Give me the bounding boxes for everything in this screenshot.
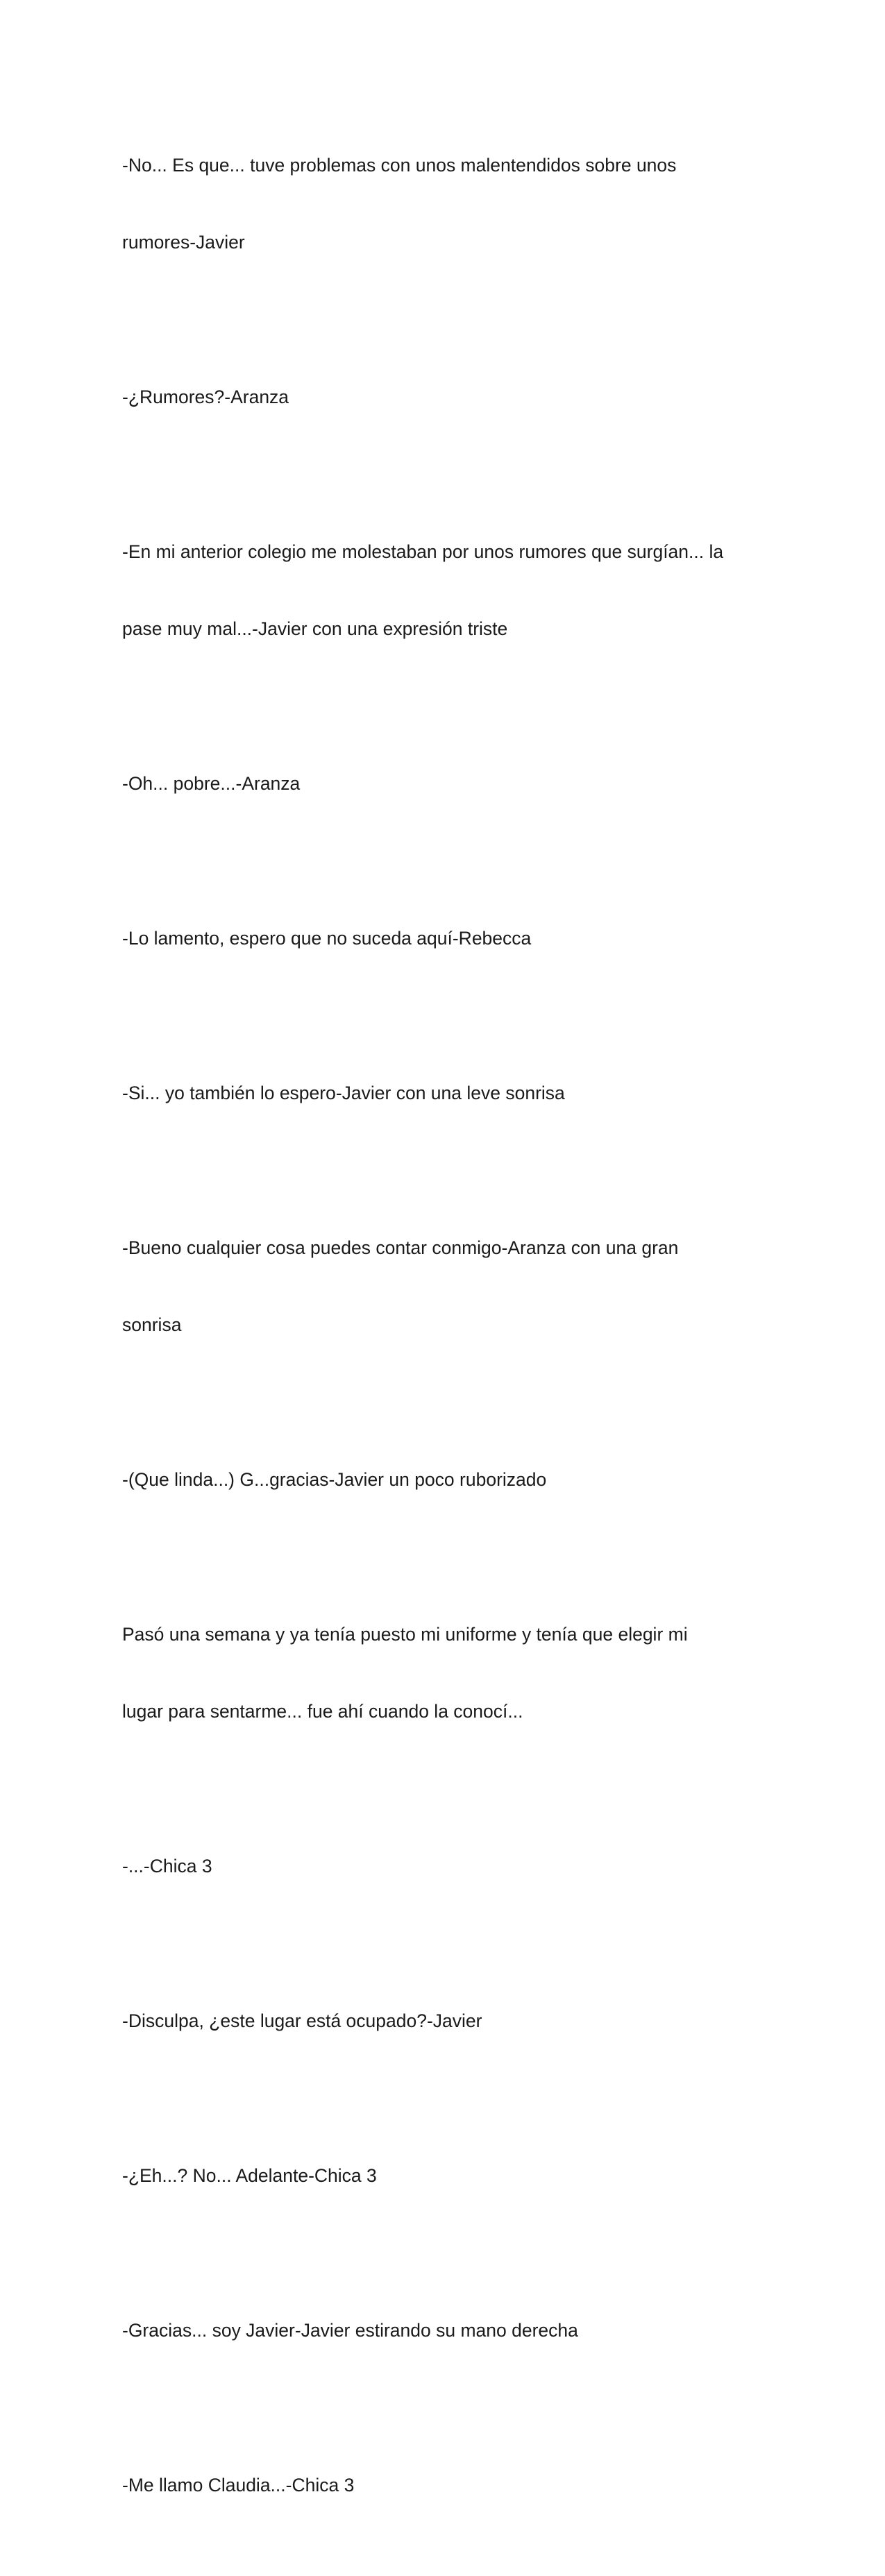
text-line: -Me llamo Claudia...-Chica 3 (122, 2475, 355, 2496)
paragraph (122, 2266, 761, 2395)
paragraph (122, 101, 761, 307)
paragraph (122, 1184, 761, 1389)
text-line: -No... Es que... tuve problemas con unos malentendidos sobre unos (122, 155, 677, 176)
text-line: -Lo lamento, espero que no suceda aquí-Rebecca (122, 928, 532, 949)
paragraph (122, 720, 761, 848)
paragraph (122, 1957, 761, 2085)
text-line: sonrisa (122, 1314, 182, 1335)
text-line: -Disculpa, ¿este lugar está ocupado?-Javier (122, 2010, 482, 2031)
paragraph (122, 1029, 761, 1158)
paragraph (122, 333, 761, 461)
text-line: -¿Eh...? No... Adelante-Chica 3 (122, 2165, 377, 2186)
text-line: rumores-Javier (122, 232, 245, 253)
document-body (122, 101, 761, 2576)
paragraph (122, 1802, 761, 1931)
text-line: -(Que linda...) G...gracias-Javier un poco ruborizado (122, 1469, 547, 1490)
text-line: -...-Chica 3 (122, 1856, 212, 1876)
text-line: -Gracias... soy Javier-Javier estirando su mano derecha (122, 2320, 578, 2341)
text-line: -¿Rumores?-Aranza (122, 387, 289, 407)
paragraph (122, 2421, 761, 2550)
text-line: pase muy mal...-Javier con una expresión triste (122, 618, 508, 639)
paragraph (122, 1570, 761, 1776)
text-line: -En mi anterior colegio me molestaban por unos rumores que surgían... la (122, 541, 724, 562)
paragraph (122, 874, 761, 1003)
paragraph (122, 1416, 761, 1544)
text-line: -Bueno cualquier cosa puedes contar conmigo-Aranza con una gran (122, 1237, 679, 1258)
text-line: lugar para sentarme... fue ahí cuando la conocí... (122, 1701, 523, 1722)
text-line: -Si... yo también lo espero-Javier con una leve sonrisa (122, 1083, 565, 1103)
text-line: -Oh... pobre...-Aranza (122, 773, 301, 794)
text-line: Pasó una semana y ya tenía puesto mi uniforme y tenía que elegir mi (122, 1624, 688, 1645)
paragraph (122, 2112, 761, 2240)
paragraph (122, 488, 761, 693)
